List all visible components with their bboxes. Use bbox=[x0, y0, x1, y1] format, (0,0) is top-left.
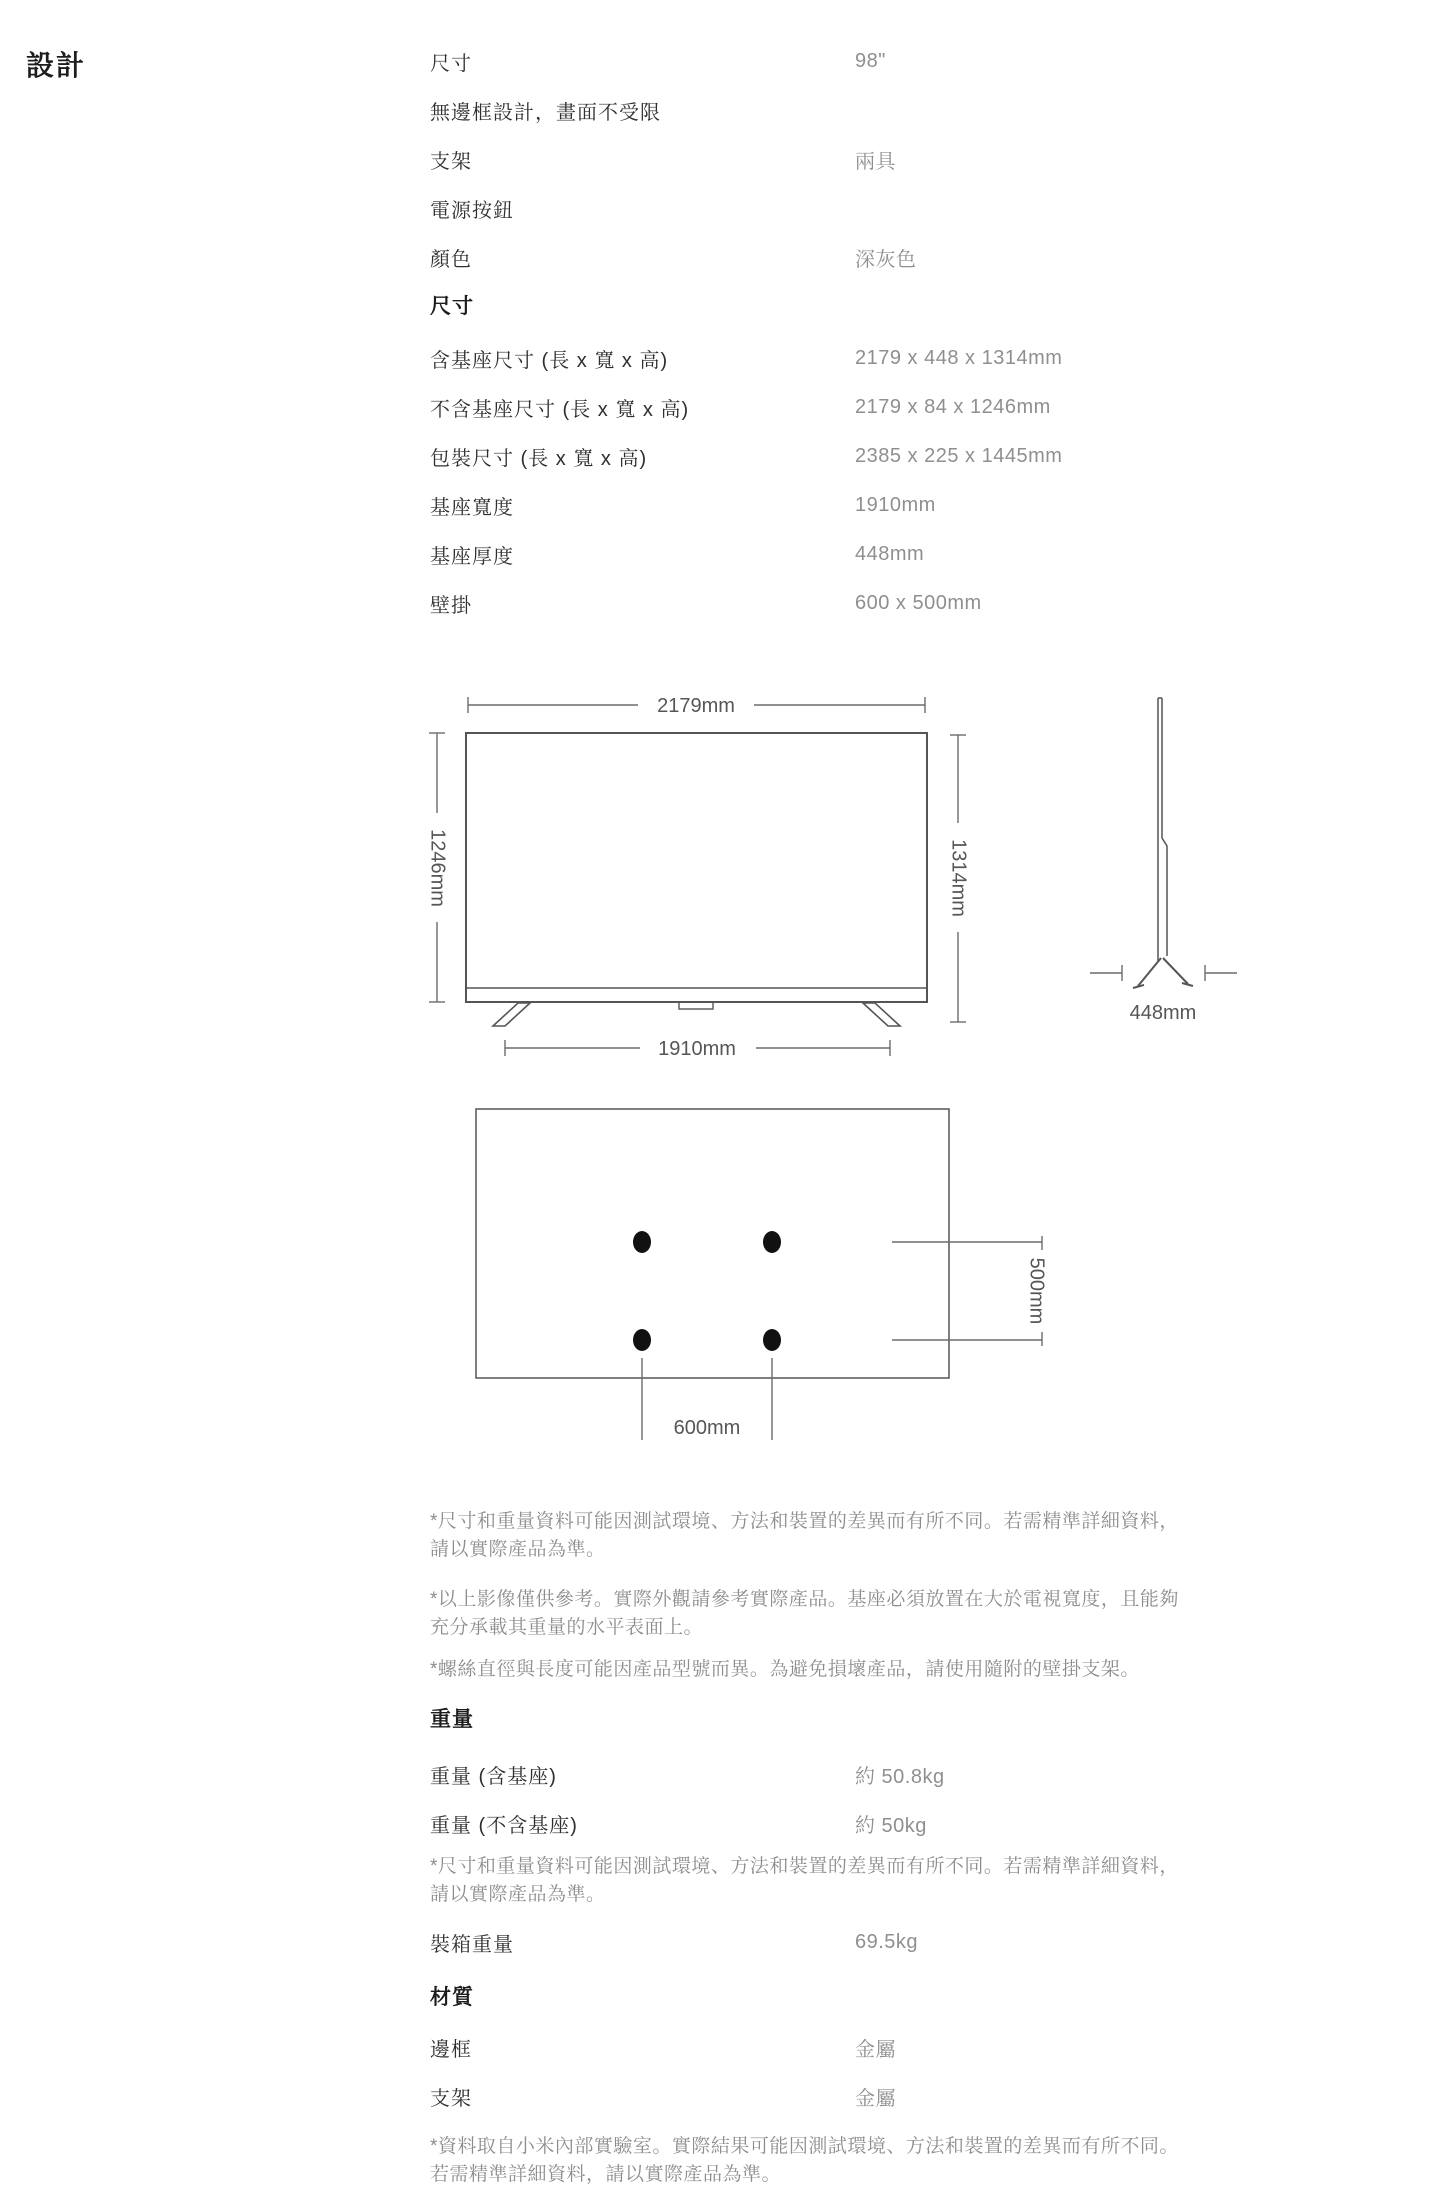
dimensions-spec-list bbox=[430, 334, 1310, 628]
box-weight-row bbox=[430, 1918, 1310, 1967]
spec-row bbox=[430, 233, 1310, 282]
front-height-no-stand-label: 1246mm bbox=[426, 829, 449, 907]
side-depth-label: 448mm bbox=[1129, 1002, 1197, 1024]
mount-hole bbox=[763, 1329, 781, 1351]
section-title-design: 設計 bbox=[26, 50, 87, 81]
mount-hole bbox=[763, 1231, 781, 1253]
spec-row bbox=[430, 1918, 1310, 1967]
spec-row bbox=[430, 135, 1310, 184]
spec-label: 壁掛 bbox=[430, 595, 472, 617]
spec-value: 98" bbox=[855, 50, 886, 72]
spec-label: 支架 bbox=[430, 151, 472, 173]
spec-value: 2179 x 448 x 1314mm bbox=[855, 347, 1063, 369]
side-panel-profile bbox=[1158, 698, 1167, 961]
footnote-line: 充分承載其重量的水平表面上。 bbox=[430, 1617, 704, 1638]
spec-value: 金屬 bbox=[855, 2088, 896, 2110]
wall-mount-view bbox=[476, 1109, 1048, 1440]
tv-right-foot bbox=[863, 1003, 900, 1026]
spec-row bbox=[430, 1799, 1310, 1848]
design-spec-list bbox=[430, 37, 1310, 282]
dimension-diagram bbox=[400, 680, 1260, 1460]
footnote-line: 若需精準詳細資料，請以實際產品為準。 bbox=[430, 2164, 782, 2185]
spec-row bbox=[430, 37, 1310, 86]
weight-footnote bbox=[430, 1853, 1179, 1909]
material-spec-list bbox=[430, 2023, 1310, 2121]
spec-value: 69.5kg bbox=[855, 1931, 919, 1953]
spec-label: 電源按鈕 bbox=[430, 200, 514, 222]
front-height-with-stand-label: 1314mm bbox=[947, 839, 970, 917]
front-width-label: 2179mm bbox=[657, 695, 735, 717]
spec-label: 尺寸 bbox=[430, 53, 472, 75]
footer-note bbox=[430, 2133, 1179, 2189]
spec-row bbox=[430, 184, 1310, 233]
spec-value: 約 50kg bbox=[855, 1815, 927, 1837]
spec-row bbox=[430, 481, 1310, 530]
footnote-line: *以上影像僅供參考。實際外觀請參考實際產品。基座必須放置在大於電視寬度，且能夠 bbox=[430, 1589, 1179, 1610]
spec-value: 2179 x 84 x 1246mm bbox=[855, 396, 1051, 418]
stand-span-label: 1910mm bbox=[658, 1038, 736, 1060]
spec-row bbox=[430, 2023, 1310, 2072]
spec-value: 深灰色 bbox=[855, 249, 917, 271]
tv-outline bbox=[466, 733, 927, 1002]
spec-value: 2385 x 225 x 1445mm bbox=[855, 445, 1063, 467]
spec-label: 包裝尺寸 (長 x 寬 x 高) bbox=[430, 448, 648, 470]
spec-row bbox=[430, 530, 1310, 579]
spec-value: 金屬 bbox=[855, 2039, 896, 2061]
spec-value: 兩具 bbox=[855, 151, 896, 173]
footnote-line: *資料取自小米內部實驗室。實際結果可能因測試環境、方法和裝置的差異而有所不同。 bbox=[430, 2136, 1179, 2157]
mount-hole bbox=[633, 1329, 651, 1351]
spec-label: 重量 (不含基座) bbox=[430, 1815, 578, 1837]
mount-hole bbox=[633, 1231, 651, 1253]
weight-spec-list bbox=[430, 1750, 1310, 1848]
spec-label: 無邊框設計，畫面不受限 bbox=[430, 102, 661, 124]
footnote-line: *尺寸和重量資料可能因測試環境、方法和裝置的差異而有所不同。若需精準詳細資料， bbox=[430, 1856, 1179, 1877]
wallmount-horizontal-label: 600mm bbox=[673, 1417, 741, 1439]
footnote bbox=[430, 1586, 1179, 1642]
spec-label: 顏色 bbox=[430, 249, 472, 271]
spec-value: 448mm bbox=[855, 543, 925, 565]
spec-value: 1910mm bbox=[855, 494, 936, 516]
spec-label: 邊框 bbox=[430, 2039, 472, 2061]
spec-label: 基座厚度 bbox=[430, 546, 514, 568]
spec-label: 含基座尺寸 (長 x 寬 x 高) bbox=[430, 350, 669, 372]
spec-row bbox=[430, 1750, 1310, 1799]
weight-heading: 重量 bbox=[430, 1708, 474, 1731]
side-stand-legs bbox=[1133, 958, 1193, 988]
spec-row bbox=[430, 2072, 1310, 2121]
tv-center-nub bbox=[679, 1002, 713, 1009]
footnote-line: 請以實際產品為準。 bbox=[430, 1884, 606, 1905]
spec-row bbox=[430, 383, 1310, 432]
footnote-line: 請以實際產品為準。 bbox=[430, 1539, 606, 1560]
spec-row bbox=[430, 86, 1310, 135]
tv-front-view bbox=[427, 695, 970, 1060]
tv-rear-outline bbox=[476, 1109, 949, 1378]
spec-row bbox=[430, 334, 1310, 383]
material-heading: 材質 bbox=[430, 1986, 474, 2009]
spec-value: 600 x 500mm bbox=[855, 592, 982, 614]
spec-row bbox=[430, 579, 1310, 628]
spec-label: 重量 (含基座) bbox=[430, 1766, 557, 1788]
spec-label: 基座寬度 bbox=[430, 497, 514, 519]
dimensions-heading: 尺寸 bbox=[430, 295, 474, 318]
tv-side-view bbox=[1090, 698, 1237, 1024]
footnote bbox=[430, 1656, 1140, 1684]
footnote bbox=[430, 1508, 1179, 1564]
spec-value: 約 50.8kg bbox=[855, 1766, 945, 1788]
spec-row bbox=[430, 432, 1310, 481]
spec-label: 支架 bbox=[430, 2088, 472, 2110]
spec-label: 裝箱重量 bbox=[430, 1934, 514, 1956]
spec-label: 不含基座尺寸 (長 x 寬 x 高) bbox=[430, 399, 690, 421]
footnote-line: *尺寸和重量資料可能因測試環境、方法和裝置的差異而有所不同。若需精準詳細資料， bbox=[430, 1511, 1179, 1532]
wallmount-vertical-label: 500mm bbox=[1025, 1257, 1048, 1325]
tv-left-foot bbox=[493, 1003, 530, 1026]
footnote-line: *螺絲直徑與長度可能因產品型號而異。為避免損壞產品，請使用隨附的壁掛支架。 bbox=[430, 1659, 1140, 1680]
